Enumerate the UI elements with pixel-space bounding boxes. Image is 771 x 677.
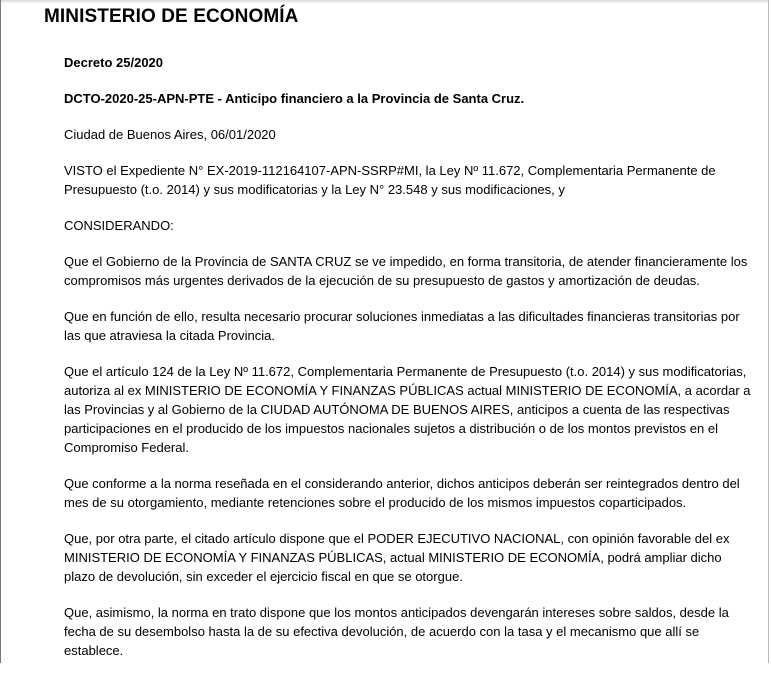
decree-number: Decreto 25/2020 — [64, 55, 164, 70]
considerando-paragraph-1: Que el Gobierno de la Provincia de SANTA CRUZ se ve impedido, en forma transitoria, de atender financieramente los compromisos más urgentes derivados de la ejecución de su presupuesto de gastos y amortización de deudas. — [64, 254, 748, 288]
considerando-paragraph-3: Que el artículo 124 de la Ley Nº 11.672, Complementaria Permanente de Presupuesto (t.o. 2014) y sus modificatorias, autoriza al ex MINISTERIO DE ECONOMÍA Y FINANZAS PÚBLICAS actual MINISTERIO DE ECONOMÍA, a acordar a las Provincias y al Gobierno de la CIUDAD AUTÓNOMA DE BUENOS AIRES, anticipos a cuenta de las respectivas participaciones en el producido de los impuestos nacionales sujetos a distribución o de los montos previstos en el Compromiso Federal. — [64, 364, 751, 455]
considerando-paragraph-6: Que, asimismo, la norma en trato dispone que los montos anticipados devengarán intereses sobre saldos, desde la fecha de su desembolso hasta la de su efectiva devolución, de acuerdo con la tasa y el mecanismo que allí se establece. — [64, 605, 729, 658]
decree-title: DCTO-2020-25-APN-PTE - Anticipo financiero a la Provincia de Santa Cruz. — [64, 91, 525, 106]
visto-paragraph: VISTO el Expediente N° EX-2019-112164107-APN-SSRP#MI, la Ley Nº 11.672, Complementaria Permanente de Presupuesto (t.o. 2014) y sus modificatorias y la Ley N° 23.548 y sus modificaciones, y — [64, 163, 716, 197]
decree-body — [64, 53, 754, 677]
considerando-paragraph-5: Que, por otra parte, el citado artículo dispone que el PODER EJECUTIVO NACIONAL, con opinión favorable del ex MINISTERIO DE ECONOMÍA Y FINANZAS PÚBLICAS, actual MINISTERIO DE ECONOMÍA, podrá ampliar dicho plazo de devolución, sin exceder el ejercicio fiscal en que se otorgue. — [64, 531, 730, 584]
ministry-heading: MINISTERIO DE ECONOMÍA — [44, 6, 299, 27]
considerando-heading: CONSIDERANDO: — [64, 218, 174, 233]
considerando-paragraph-4: Que conforme a la norma reseñada en el considerando anterior, dichos anticipos deberán ser reintegrados dentro del mes de su otorgamiento, mediante retenciones sobre el producido de los mismos impuestos coparticipados. — [64, 476, 740, 510]
place-date: Ciudad de Buenos Aires, 06/01/2020 — [64, 127, 276, 142]
page-top-edge — [1, 0, 768, 4]
considerando-paragraph-2: Que en función de ello, resulta necesario procurar soluciones inmediatas a las dificultades financieras transitorias por las que atraviesa la citada Provincia. — [64, 309, 740, 343]
